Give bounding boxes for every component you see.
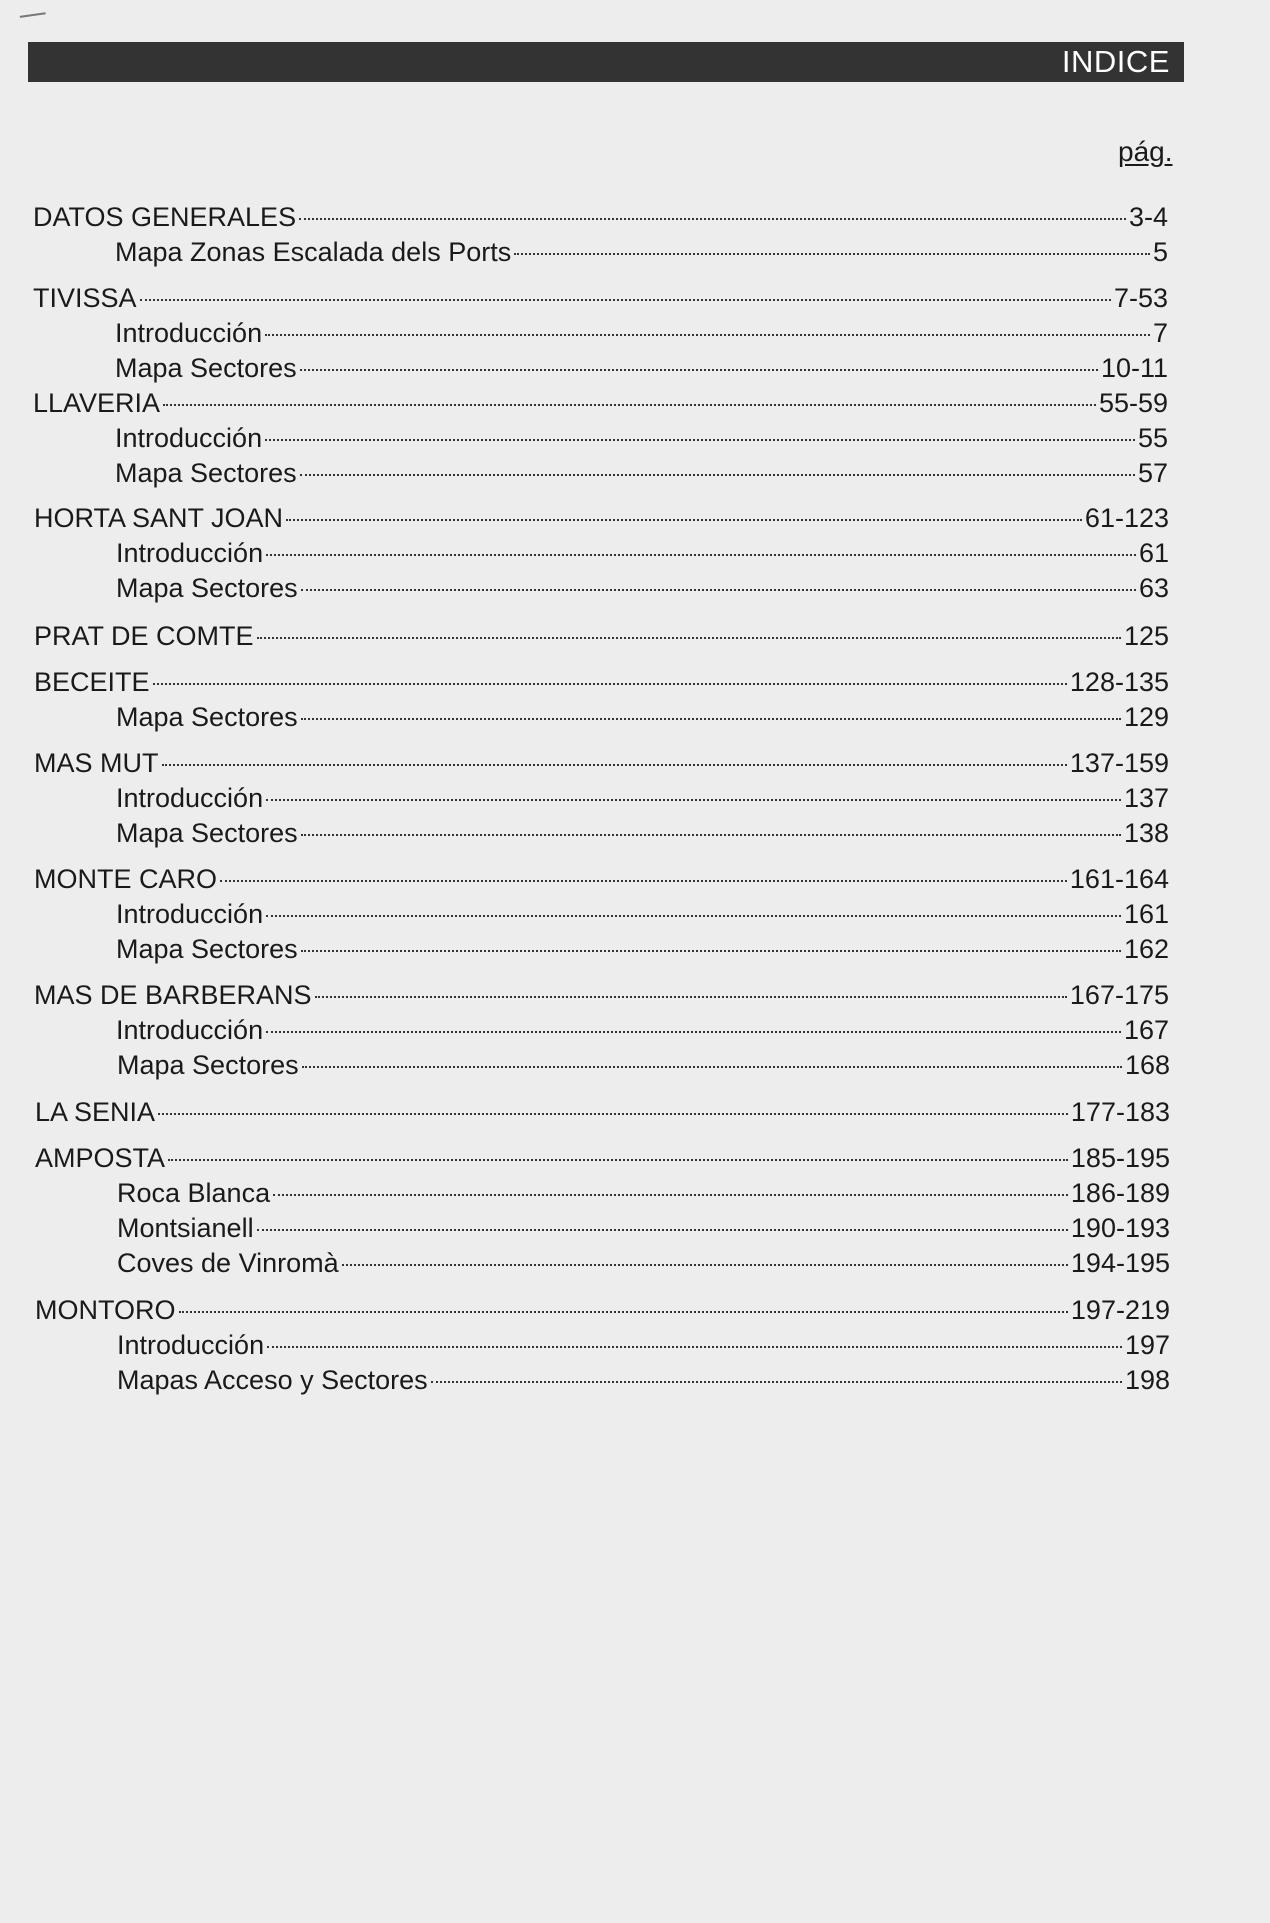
toc-entry-page: 3-4 [1128, 202, 1168, 232]
page-column-label: pág. [1118, 136, 1173, 167]
dot-leader [220, 880, 1067, 882]
toc-entry-label: Mapa Sectores [115, 353, 297, 383]
toc-entry-label: PRAT DE COMTE [34, 621, 254, 651]
toc-entry [34, 978, 1169, 1012]
toc-subentry [35, 1176, 1170, 1210]
toc-entry [35, 1293, 1170, 1327]
toc-entry-label: Mapas Acceso y Sectores [117, 1365, 428, 1395]
toc-subentry [33, 421, 1168, 455]
toc-entry-label: Mapa Sectores [116, 934, 298, 964]
toc-entry-label: Montsianell [117, 1213, 254, 1243]
toc-subentry [35, 1328, 1170, 1362]
toc-entry-label: DATOS GENERALES [33, 202, 297, 232]
dot-leader [266, 1031, 1121, 1033]
toc-entry-page: 57 [1137, 458, 1168, 488]
dot-leader [315, 996, 1067, 998]
toc-subentry [34, 781, 1169, 815]
toc-entry-page: 10-11 [1100, 353, 1168, 383]
dot-leader [179, 1311, 1068, 1313]
toc-entry-label: Mapa Sectores [115, 458, 297, 488]
toc-entry-page: 194-195 [1070, 1248, 1170, 1278]
toc-subentry [35, 1211, 1170, 1245]
toc-entry-page: 125 [1123, 621, 1169, 651]
dot-leader [162, 764, 1067, 766]
toc-entry-page: 190-193 [1070, 1213, 1170, 1243]
toc-entry-label: Introducción [116, 899, 264, 929]
toc-entry-page: 197-219 [1070, 1295, 1170, 1325]
toc-entry-label: MONTE CARO [34, 864, 218, 894]
toc-entry-page: 5 [1152, 237, 1168, 267]
toc-entry-label: BECEITE [34, 667, 150, 697]
dot-leader [257, 1229, 1068, 1231]
toc-entry-label: Introducción [116, 538, 264, 568]
toc-entry-page: 138 [1123, 818, 1169, 848]
toc-subentry [33, 235, 1168, 269]
toc-entry [34, 746, 1169, 780]
toc-subentry [33, 456, 1168, 490]
toc-entry-page: 186-189 [1070, 1178, 1170, 1208]
toc-entry-page: 168 [1124, 1050, 1170, 1080]
toc-entry-page: 177-183 [1070, 1097, 1170, 1127]
dot-leader [140, 299, 1111, 301]
toc-entry-page: 129 [1123, 702, 1169, 732]
toc-entry-page: 61 [1138, 538, 1169, 568]
toc-entry-page: 167-175 [1069, 980, 1169, 1010]
toc-entry-page: 128-135 [1069, 667, 1169, 697]
toc-subentry [33, 316, 1168, 350]
toc-subentry [35, 1363, 1170, 1397]
toc-entry-label: MAS DE BARBERANS [34, 980, 312, 1010]
toc-entry-page: 61-123 [1084, 503, 1169, 533]
dot-leader [302, 1066, 1122, 1068]
toc-entry-label: Introducción [115, 423, 263, 453]
toc-entry-page: 167 [1123, 1015, 1169, 1045]
toc-entry [35, 1141, 1170, 1175]
dot-leader [265, 439, 1135, 441]
toc-subentry [34, 932, 1169, 966]
toc-entry-page: 63 [1138, 573, 1169, 603]
dot-leader [257, 637, 1121, 639]
dot-leader [299, 218, 1126, 220]
toc-entry-label: Mapa Sectores [116, 702, 298, 732]
toc-entry-label: Introducción [116, 1015, 264, 1045]
dot-leader [266, 554, 1136, 556]
dot-leader [266, 799, 1121, 801]
toc-subentry [34, 816, 1169, 850]
toc-entry-label: Mapa Zonas Escalada dels Ports [115, 237, 512, 267]
toc-entry-page: 137-159 [1069, 748, 1169, 778]
dot-leader [301, 950, 1121, 952]
dot-leader [301, 834, 1121, 836]
dot-leader [267, 1346, 1122, 1348]
toc-entry-page: 198 [1124, 1365, 1170, 1395]
toc-subentry [34, 897, 1169, 931]
toc-entry-page: 161-164 [1069, 864, 1169, 894]
toc-entry [34, 501, 1169, 535]
toc-subentry [34, 571, 1169, 605]
dot-leader [273, 1194, 1068, 1196]
toc-entry-label: Roca Blanca [117, 1178, 271, 1208]
toc-entry-page: 161 [1123, 899, 1169, 929]
dot-leader [342, 1264, 1068, 1266]
toc-entry [33, 386, 1168, 420]
toc-entry-page: 197 [1124, 1330, 1170, 1360]
toc-entry-label: TIVISSA [33, 283, 137, 313]
dot-leader [266, 915, 1121, 917]
dot-leader [300, 369, 1098, 371]
toc-entry-label: MONTORO [35, 1295, 176, 1325]
toc-entry-label: Mapa Sectores [117, 1050, 299, 1080]
toc-entry [34, 862, 1169, 896]
toc-entry-label: Introducción [116, 783, 264, 813]
toc-entry [35, 1095, 1170, 1129]
toc-entry-page: 7 [1152, 318, 1168, 348]
toc-subentry [34, 536, 1169, 570]
dot-leader [300, 474, 1135, 476]
dot-leader [301, 589, 1136, 591]
toc-entry-page: 7-53 [1113, 283, 1168, 313]
dot-leader [158, 1113, 1068, 1115]
dot-leader [265, 334, 1150, 336]
toc-entry-label: LLAVERIA [33, 388, 161, 418]
toc-subentry [35, 1048, 1170, 1082]
toc-subentry [35, 1246, 1170, 1280]
toc-entry-label: Introducción [117, 1330, 265, 1360]
toc-entry-page: 162 [1123, 934, 1169, 964]
page-title: INDICE [1061, 44, 1170, 79]
toc-entry-page: 137 [1123, 783, 1169, 813]
toc-entry-page: 185-195 [1070, 1143, 1170, 1173]
toc-entry [34, 619, 1169, 653]
toc-subentry [34, 1013, 1169, 1047]
toc-entry-page: 55-59 [1098, 388, 1168, 418]
toc-entry-label: HORTA SANT JOAN [34, 503, 284, 533]
toc-entry-label: Mapa Sectores [116, 818, 298, 848]
toc-entry-label: Coves de Vinromà [117, 1248, 339, 1278]
dot-leader [301, 718, 1121, 720]
toc-entry [33, 200, 1168, 234]
dot-leader [153, 683, 1067, 685]
toc-entry-page: 55 [1137, 423, 1168, 453]
toc-entry [34, 665, 1169, 699]
toc-entry-label: LA SENIA [35, 1097, 156, 1127]
dot-leader [431, 1381, 1122, 1383]
dot-leader [163, 404, 1096, 406]
toc-entry-label: Introducción [115, 318, 263, 348]
dot-leader [514, 253, 1150, 255]
toc-entry-label: AMPOSTA [35, 1143, 166, 1173]
dot-leader [168, 1159, 1068, 1161]
toc-entry-label: Mapa Sectores [116, 573, 298, 603]
toc-subentry [34, 700, 1169, 734]
toc-subentry [33, 351, 1168, 385]
toc-entry [33, 281, 1168, 315]
toc-entry-label: MAS MUT [34, 748, 159, 778]
dot-leader [286, 519, 1082, 521]
